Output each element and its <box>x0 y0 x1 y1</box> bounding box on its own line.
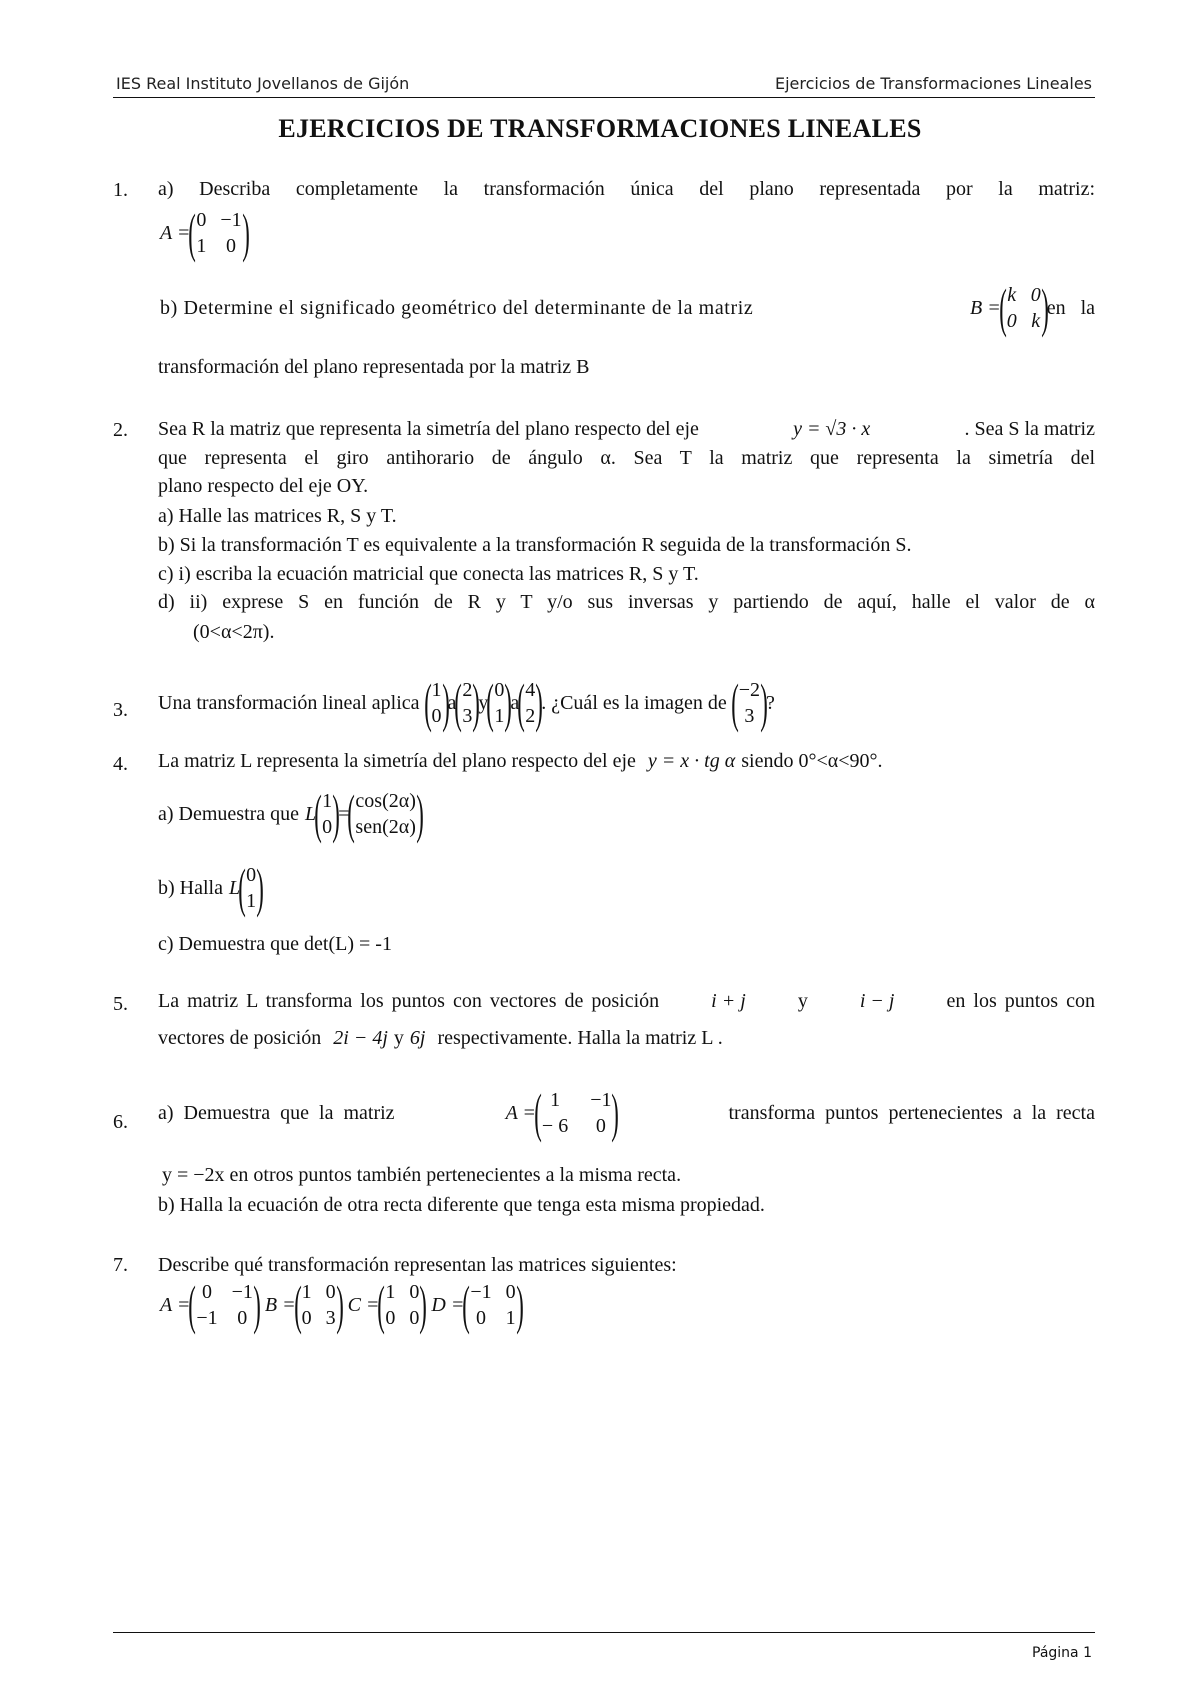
matrix-cell: −1 <box>220 209 242 231</box>
exercise-5-line2 <box>158 1027 723 1050</box>
exercise-2-text: . Sea S la matriz <box>964 417 1095 440</box>
vector-cell: 1 <box>246 890 257 912</box>
exercise-5-text: vectores de posición <box>158 1027 322 1049</box>
matrix-c-label: C = <box>347 1293 380 1316</box>
vector-cell: 3 <box>462 705 473 727</box>
matrix-cell: − 6 <box>541 1115 569 1137</box>
exercise-2-line1 <box>158 416 1095 442</box>
vector-expression: i − j <box>859 990 895 1012</box>
matrix-cell: 0 <box>225 235 236 257</box>
matrix-cell: 0 <box>475 1307 486 1329</box>
exercise-1b-row <box>160 280 1095 336</box>
exercise-6a-text: a) Demuestra que la matriz <box>158 1101 395 1124</box>
matrix-cell: 0 <box>237 1307 248 1329</box>
exercise-3-text: a <box>510 691 520 714</box>
exercise-4-text: La matriz L representa la simetría del plano respecto del eje <box>158 750 636 772</box>
matrix-cell: −1 <box>231 1281 253 1303</box>
vector-cell: 2 <box>525 705 536 727</box>
matrix-cell: 0 <box>595 1115 606 1137</box>
exercise-4c: c) Demuestra que det(L) = -1 <box>158 933 392 955</box>
exercise-2c: c) i) escriba la ecuación matricial que conecta las matrices R, S y T. <box>158 563 699 585</box>
exercise-2-line3: plano respecto del eje OY. <box>158 475 369 497</box>
header-right: Ejercicios de Transformaciones Lineales <box>774 74 1092 93</box>
matrix-cell: −1 <box>470 1281 492 1303</box>
matrix-cell: 1 <box>301 1281 312 1303</box>
vector-expression: 6j <box>409 1027 426 1049</box>
matrix-a-label: A = <box>160 221 191 244</box>
exercise-1-number: 1. <box>113 179 128 201</box>
exercise-3-text: . ¿Cuál es la imagen de <box>541 691 727 714</box>
matrix-b: ( 1 0 0 3 ) <box>293 1275 344 1335</box>
vector: ( 2 3 ) <box>454 673 481 733</box>
vector-cell: 0 <box>494 679 505 701</box>
exercise-3-text: Una transformación lineal aplica <box>158 691 420 714</box>
footer-rule <box>113 1632 1095 1633</box>
vector-cell: 4 <box>525 679 536 701</box>
exercise-2-number: 2. <box>113 419 128 441</box>
exercise-3-number: 3. <box>113 699 128 721</box>
vector-cell: 2 <box>462 679 473 701</box>
matrix-d-label: D = <box>431 1293 465 1316</box>
vector-cell: cos(2α) <box>355 790 416 812</box>
vector-cell: 1 <box>494 705 505 727</box>
exercise-7-matrices <box>160 1277 522 1333</box>
vector-cell: 0 <box>431 705 442 727</box>
vector-cell: sen(2α) <box>355 816 416 838</box>
matrix-b: ( k 0 0 k ) <box>998 278 1049 338</box>
matrix-d: ( −1 0 0 1 ) <box>462 1275 524 1335</box>
vector-cell: 0 <box>246 864 257 886</box>
matrix-cell: −1 <box>590 1089 612 1111</box>
matrix-a: ( 1 −1 − 6 0 ) <box>534 1083 620 1143</box>
exercise-4-text: siendo 0°<α<90°. <box>741 750 883 772</box>
matrix-cell: 0 <box>325 1281 336 1303</box>
matrix-l-label: L <box>305 802 317 825</box>
exercise-2b: b) Si la transformación T es equivalente a la transformación R seguida de la transformación S. <box>158 534 912 556</box>
matrix-l-label: L <box>228 876 241 899</box>
exercise-3-text: a <box>447 691 457 714</box>
vector-cell: 3 <box>744 705 755 727</box>
matrix-b-label: B = <box>264 1293 296 1316</box>
exercise-5-text: respectivamente. Halla la matriz L . <box>437 1027 723 1049</box>
axis-equation: y = √3 · x <box>793 417 871 440</box>
exercise-5-text: en los puntos con <box>946 990 1095 1012</box>
matrix-c: ( 1 0 0 0 ) <box>377 1275 428 1335</box>
vector: ( cos(2α) sen(2α) ) <box>347 784 424 844</box>
matrix-cell: 0 <box>1006 310 1017 332</box>
matrix-cell: 0 <box>409 1307 420 1329</box>
exercise-7-text: Describe qué transformación representan las matrices siguientes: <box>158 1254 677 1276</box>
vector-cell: 1 <box>431 679 442 701</box>
matrix-cell: k <box>1007 284 1017 306</box>
exercise-6b: b) Halla la ecuación de otra recta diferente que tenga esta misma propiedad. <box>158 1194 765 1216</box>
exercise-6a-row <box>158 1085 1095 1141</box>
exercise-4b-row <box>158 860 262 916</box>
exercise-4b-text: b) Halla <box>158 876 223 899</box>
matrix-cell: 1 <box>385 1281 396 1303</box>
equals-sign: = <box>338 802 350 825</box>
exercise-1a-matrix-row <box>160 205 248 261</box>
exercise-5-text: y <box>393 1027 404 1049</box>
exercise-1b-post: en la <box>1046 296 1095 319</box>
header-left: IES Real Instituto Jovellanos de Gijón <box>116 74 410 93</box>
exercise-1b-text: b) Determine el significado geométrico del determinante de la matriz <box>160 296 754 319</box>
exercise-6a-line2: y = −2x en otros puntos también pertenecientes a la misma recta. <box>162 1164 682 1186</box>
vector-cell: −2 <box>738 679 760 701</box>
axis-equation: y = x · tg α <box>647 750 736 772</box>
exercise-4a-row <box>158 786 422 842</box>
exercise-2-line2: que representa el giro antihorario de ángulo α. Sea T la matriz que representa la simetría del <box>158 447 1095 469</box>
exercise-2a: a) Halle las matrices R, S y T. <box>158 505 397 527</box>
exercise-1a-text: a) Describa completamente la transformación única del plano representada por la matriz: <box>158 178 1095 200</box>
matrix-cell: 0 <box>301 1307 312 1329</box>
exercise-5-text: y <box>797 990 808 1012</box>
exercise-5-line1 <box>158 990 1095 1013</box>
matrix-cell: 1 <box>550 1089 561 1111</box>
exercise-2d-line2: (0<α<2π). <box>193 621 275 643</box>
vector: ( 0 1 ) <box>486 673 513 733</box>
vector: ( 0 1 ) <box>238 858 264 918</box>
matrix-cell: 0 <box>201 1281 212 1303</box>
matrix-cell: 1 <box>505 1307 516 1329</box>
matrix-cell: −1 <box>196 1307 218 1329</box>
matrix-b-label: B = <box>970 296 1001 319</box>
vector: ( 1 0 ) <box>423 673 450 733</box>
header-rule <box>113 97 1095 98</box>
exercise-3-text: y <box>478 691 489 714</box>
matrix-a-label: A = <box>505 1101 536 1124</box>
exercise-6a-post: transforma puntos pertenecientes a la recta <box>728 1101 1095 1124</box>
exercise-7-number: 7. <box>113 1254 128 1276</box>
exercise-5-text: La matriz L transforma los puntos con vectores de posición <box>158 990 660 1012</box>
page-header <box>113 74 1095 96</box>
matrix-cell: k <box>1031 310 1041 332</box>
matrix-cell: 0 <box>505 1281 516 1303</box>
vector: ( −2 3 ) <box>730 673 768 733</box>
vector-cell: 0 <box>322 816 333 838</box>
exercise-5-number: 5. <box>113 993 128 1015</box>
matrix-a: ( 0 −1 −1 0 ) <box>188 1275 261 1335</box>
exercise-3-row <box>158 675 775 731</box>
matrix-cell: 0 <box>385 1307 396 1329</box>
vector-expression: 2i − 4j <box>333 1027 388 1049</box>
matrix-cell: 0 <box>409 1281 420 1303</box>
vector: ( 1 0 ) <box>314 784 340 844</box>
matrix-cell: 1 <box>196 235 207 257</box>
matrix-cell: 3 <box>325 1307 336 1329</box>
vector-cell: 1 <box>322 790 333 812</box>
matrix-cell: 0 <box>196 209 207 231</box>
exercise-2d: d) ii) exprese S en función de R y T y/o sus inversas y partiendo de aquí, halle el valor de α <box>158 591 1095 613</box>
matrix-a-label: A = <box>160 1293 191 1316</box>
matrix-a: ( 0 −1 1 0 ) <box>188 203 250 263</box>
matrix-cell: 0 <box>1030 284 1041 306</box>
vector: ( 4 2 ) <box>517 673 544 733</box>
exercise-6-number: 6. <box>113 1111 128 1133</box>
exercise-2-text: Sea R la matriz que representa la simetría del plano respecto del eje <box>158 417 699 440</box>
vector-expression: i + j <box>711 990 746 1012</box>
exercise-3-text: ? <box>765 691 775 714</box>
page-title: EJERCICIOS DE TRANSFORMACIONES LINEALES <box>278 114 922 143</box>
exercise-4-number: 4. <box>113 753 128 775</box>
exercise-1b-line2: transformación del plano representada por la matriz B <box>158 356 590 378</box>
exercise-4a-text: a) Demuestra que <box>158 802 300 825</box>
page-number: Página 1 <box>1032 1645 1092 1661</box>
exercise-4-line <box>158 750 882 773</box>
